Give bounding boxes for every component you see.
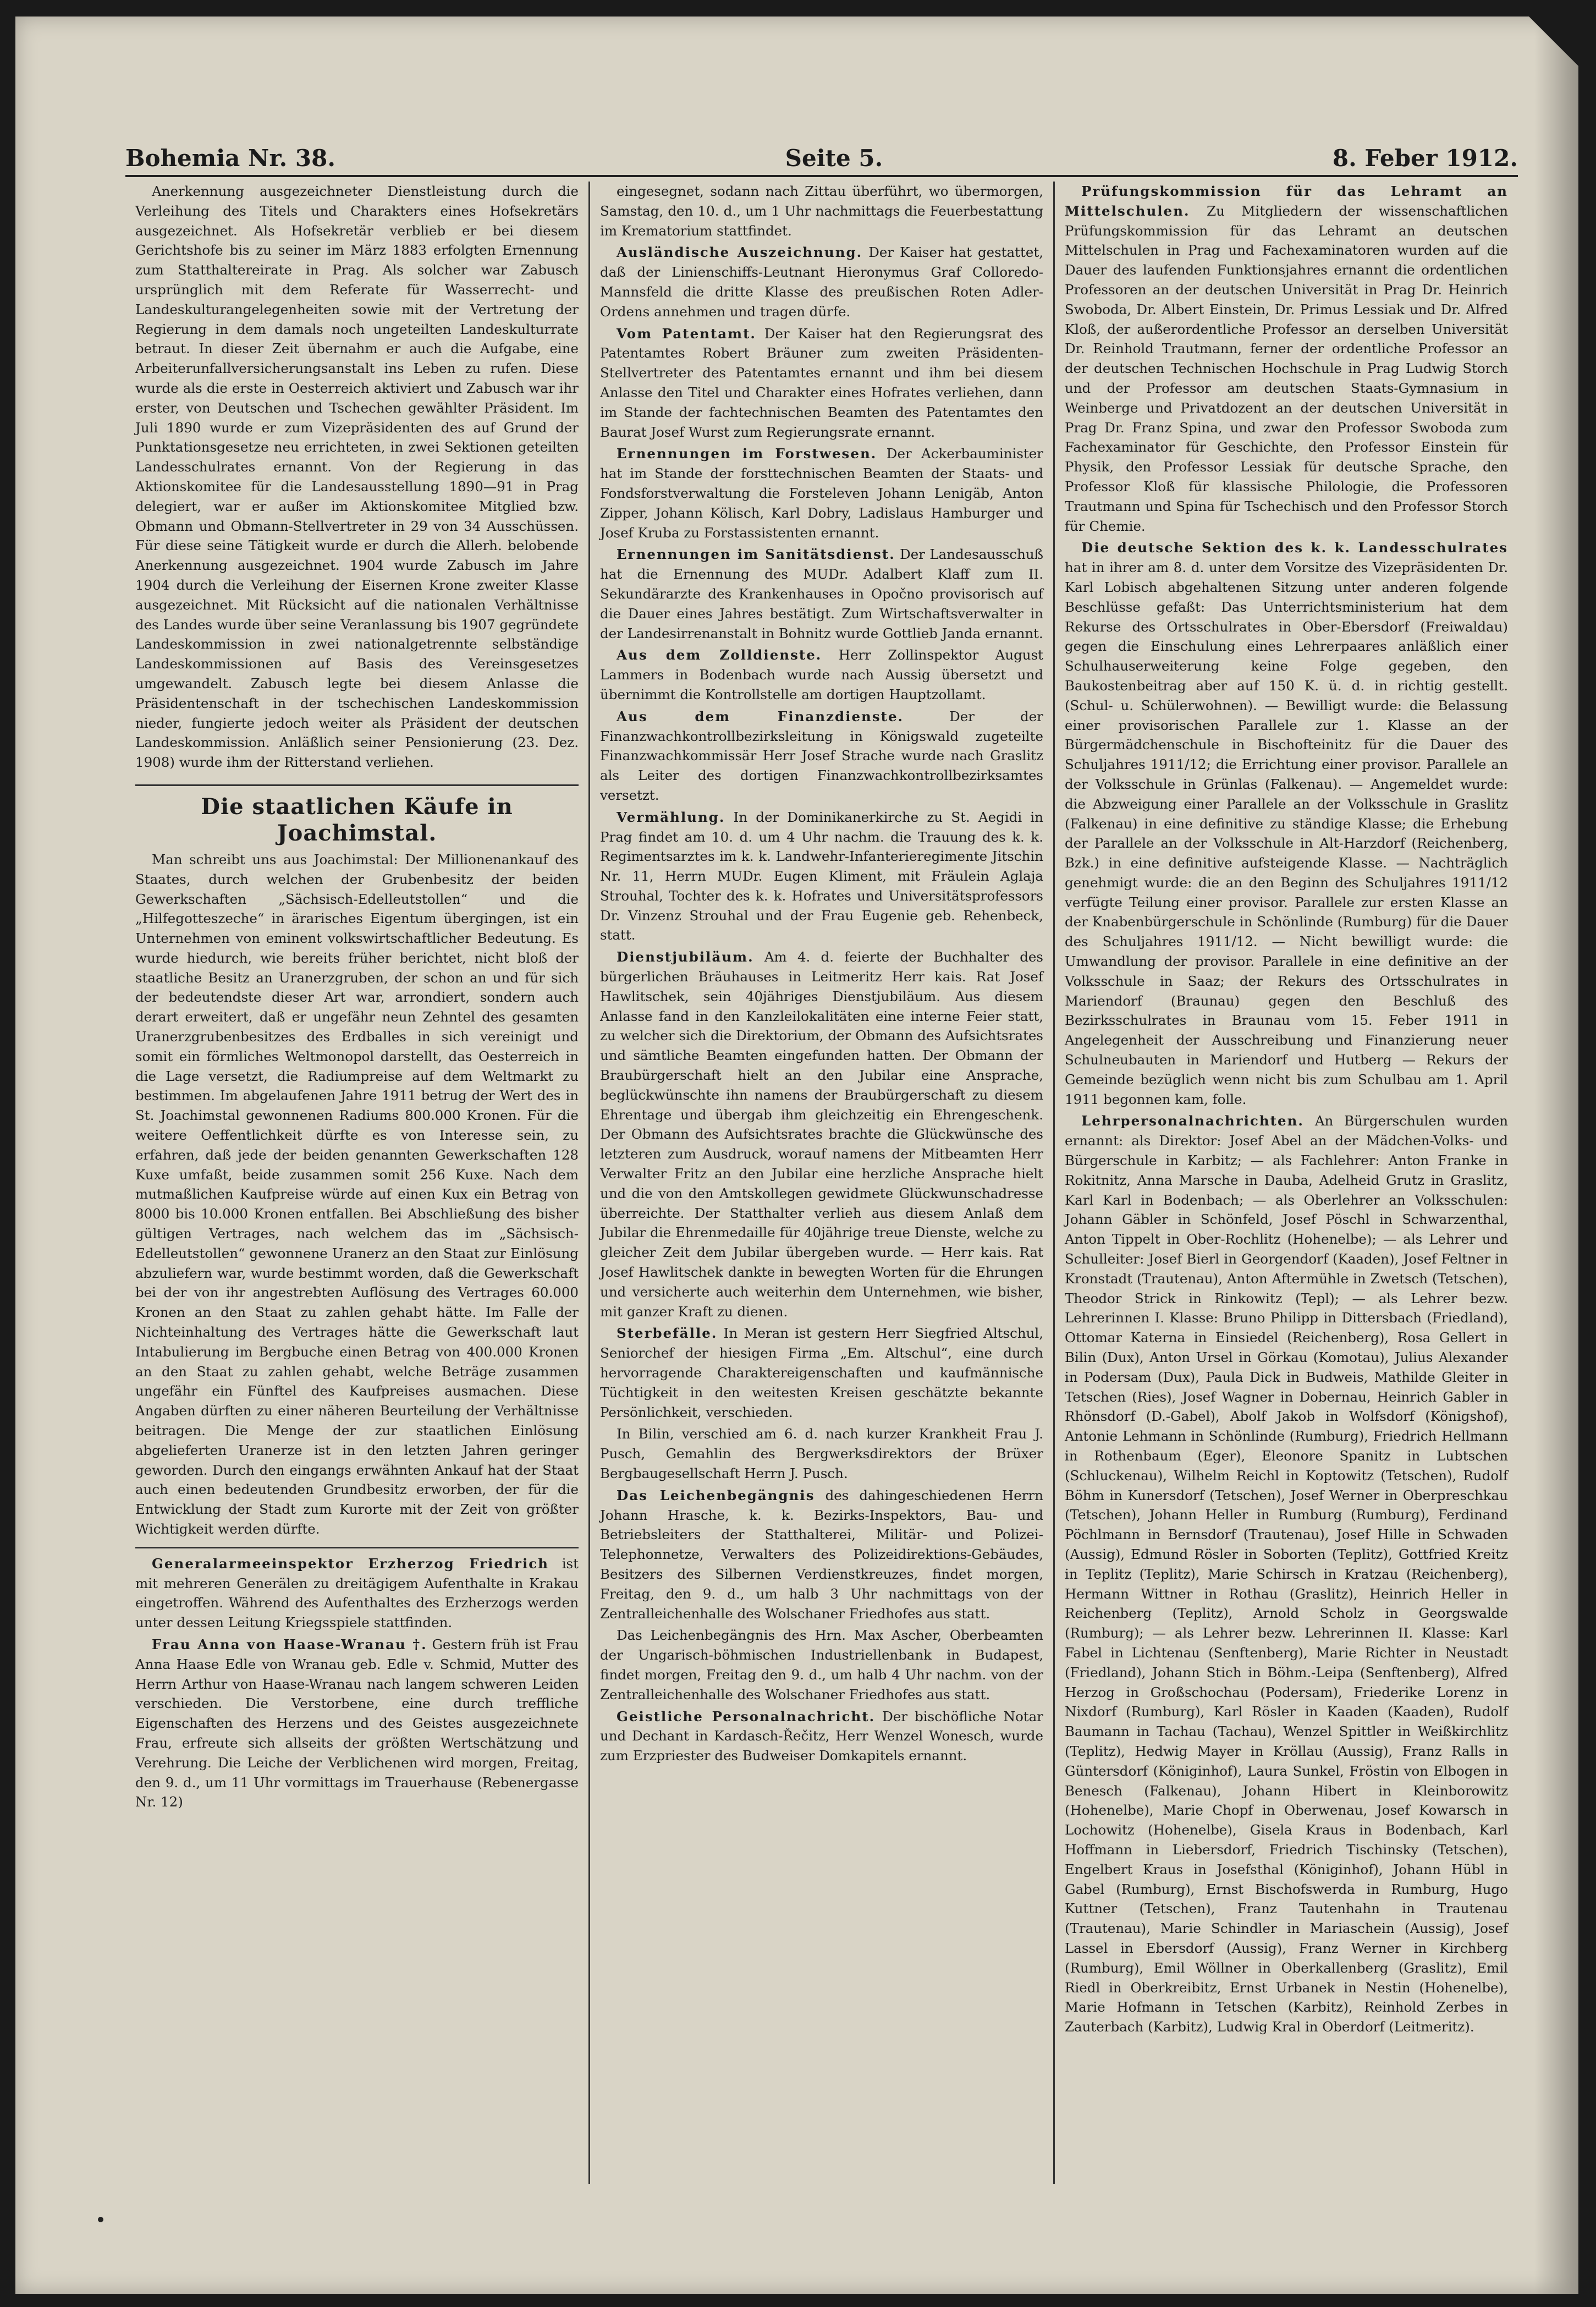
article-zolldienst-text: Herr Zollinspektor August Lammers in Bodenbach wurde nach Aussig übersetzt und übernimmt die Kontrollstelle am dortigen Hauptzollamt. bbox=[600, 647, 1044, 702]
headline-joachimstal: Die staatlichen Käufe in Joachimstal. bbox=[135, 784, 579, 847]
article-zabusch-continued: Anerkennung ausgezeichneter Dienstleistung durch die Verleihung des Titels und Charakters eines Hofsekretärs ausgezeichnet. Als Hofsekretär verblieb er bei diesem Gerichtshofe bis zu seiner im März 1883 erfolgten Ernennung zum Statthaltereirate in Prag. Als solcher war Zabusch ursprünglich mit dem Referate für Wasserrecht- und Landeskulturangelegenheiten sowie mit der Vertretung der Regierung in dem damals noch ungeteilten Landeskulturrate betraut. In dieser Zeit übernahm er auch die Aufgabe, eine Arbeiterunfallversicherungsanstalt ins Leben zu rufen. Diese wurde als die erste in Oesterreich aktiviert und Zabusch war ihr erster, von Deutschen und Tschechen gewählter Präsident. Im Juli 1890 wurde er zum Vizepräsidenten des auf Grund der Punktationsgesetze neu errichteten, in zwei Sektionen geteilten Landesschulrates ernannt. Von der Regierung in das Aktionskomitee für die Landesausstellung 1890—91 in Prag delegiert, war er außer im Aktionskomitee Mitglied bzw. Obmann und Obmann-Stellvertreter in 29 von 34 Ausschüssen. Für diese seine Tätigkeit wurde er durch die Allerh. belobende Anerkennung ausgezeichnet. 1904 wurde Zabusch im Jahre 1904 durch die Verleihung der Eisernen Krone zweiter Klasse ausgezeichnet. Mit Rücksicht auf die nationalen Verhältnisse des Landes wurde über seine Veranlassung bis 1907 gegründete Landeskommission in zwei nationalgetrennte selbständige Landeskommissionen auf Basis des Vereinsgesetzes umgewandelt. Zabusch legte bei diesem Anlasse die Präsidentenschaft in der tschechischen Landeskommission nieder, fungierte jedoch weiter als Präsident der deutschen Landeskommission. Anläßlich seiner Pensionierung (23. Dez. 1908) wurde ihm der Ritterstand verliehen. bbox=[135, 183, 579, 771]
article-zolldienst bbox=[600, 645, 1043, 704]
article-lehrpersonal bbox=[1065, 1111, 1508, 2036]
article-forstwesen-text: Der Ackerbauminister hat im Stande der forsttechnischen Beamten der Staats- und Fondsforstverwaltung die Forsteleven Johann Lenigäb, Anton Zipper, Johann Kölisch, Karl Dobry, Ladislaus Hamburger und Josef Kruba zu Forstassistenten ernannt. bbox=[600, 446, 1043, 541]
article-forstwesen bbox=[600, 444, 1043, 542]
article-ascher: Das Leichenbegängnis des Hrn. Max Ascher, Oberbeamten der Ungarisch-böhmischen Industriellenbank in Budapest, findet morgen, Freitag den 9. d., um halb 4 Uhr nachm. von der Zentralleichenhalle des Wolschaner Friedhofes aus statt. bbox=[600, 1627, 1043, 1702]
article-finanzdienst-text: Der der Finanzwachkontrollbezirksleitung in Königswald zugeteilte Finanzwachkommissär Herr Josef Strache wurde nach Graslitz als Leiter des dortigen Finanzwachkontrollbezirksamtes versetzt. bbox=[600, 708, 1043, 803]
article-landesschulrat bbox=[1065, 538, 1508, 1109]
article-landesschulrat-lead: Die deutsche Sektion des k. k. Landesschulrates bbox=[1081, 540, 1508, 556]
article-geistliche bbox=[600, 1707, 1043, 1766]
column-3 bbox=[1053, 182, 1518, 2184]
article-sterbefaelle bbox=[600, 1323, 1043, 1422]
article-finanzdienst-lead: Aus dem Finanzdienste. bbox=[617, 708, 904, 724]
article-erzherzog-lead: Generalarmeeinspektor Erzherzog Friedrich bbox=[152, 1555, 549, 1572]
text-columns bbox=[125, 182, 1518, 2184]
article-lehrpersonal-lead: Lehrpersonalnachrichten. bbox=[1081, 1113, 1304, 1129]
article-patentamt-text: Der Kaiser hat den Regierungsrat des Patentamtes Robert Bräuner zum zweiten Präsidenten-Stellvertreter des Patentamtes ernannt und ihm bei diesem Anlasse den Titel und Charakter eines Hofrates verliehen, dann im Stande der fachtechnischen Beamten des Patentamtes den Baurat Josef Wurst zum Regierungsrate ernannt. bbox=[600, 325, 1043, 440]
article-haase-text: Gestern früh ist Frau Anna Haase Edle von Wranau geb. Edle v. Schmid, Mutter des Herrn Arthur von Haase-Wranau nach langem schweren Leiden verschieden. Die Verstorbene, eine durch treffliche Eigenschaften des Herzens und des Geistes ausgezeichnete Frau, erfreute sich allseits der größten Wertschätzung und Verehrung. Die Leiche der Verblichenen wird morgen, Freitag, den 9. d., um 11 Uhr vormittags im Trauerhause (Rebenergasse Nr. 12) bbox=[135, 1636, 579, 1810]
article-leichenbegaengnis-text: des dahingeschiedenen Herrn Johann Hrasche, k. k. Bezirks-Inspektors, Bau- und Betriebsleiters der Statthalterei, Militär- und Polizei-Telephonnetze, Verwalters des Polizeidirektions-Gebäudes, Besitzers des Silbernen Verdienstkreuzes, findet morgen, Freitag, den 9. d., um halb 3 Uhr nachmittags von der Zentralleichenhalle des Wolschaner Friedhofes aus statt. bbox=[600, 1487, 1043, 1622]
article-leichenbegaengnis bbox=[600, 1486, 1043, 1624]
page-number: Seite 5. bbox=[785, 145, 883, 172]
article-forstwesen-lead: Ernennungen im Forstwesen. bbox=[617, 446, 877, 462]
article-zolldienst-lead: Aus dem Zolldienste. bbox=[617, 647, 822, 663]
article-pruefungskommission-lead: Prüfungskommission für das Lehramt an Mittelschulen. bbox=[1065, 183, 1508, 219]
article-sanitaet-lead: Ernennungen im Sanitätsdienst. bbox=[617, 546, 895, 563]
page-edge-shadow bbox=[1534, 17, 1578, 2294]
column-2 bbox=[588, 182, 1053, 2184]
article-haase-continued: eingesegnet, sodann nach Zittau überführt, wo übermorgen, Samstag, den 10. d., um 1 Uhr nachmittags die Feuerbestattung im Krematorium stattfindet. bbox=[600, 183, 1043, 239]
article-vermaehlung bbox=[600, 808, 1043, 946]
article-finanzdienst bbox=[600, 707, 1043, 805]
issue-date: 8. Feber 1912. bbox=[1332, 145, 1518, 172]
article-sterbefaelle-lead: Sterbefälle. bbox=[617, 1325, 718, 1342]
column-divider bbox=[135, 1547, 579, 1548]
article-lehrpersonal-text: An Bürgerschulen wurden ernannt: als Direktor: Josef Abel an der Mädchen-Volks- und Bürgerschule in Karbitz; — als Fachlehrer: Anton Franke in Rokitnitz, Anna Marsche in Dauba, Adelheid Grutz in Graslitz, Karl Karl in Bodenbach; — als Oberlehrer an Volksschulen: Johann Gäbler in Schönfeld, Josef Pöschl in Schwarzenthal, Anton Tippelt in Ober-Rochlitz (Hohenelbe); — als Lehrer und Schulleiter: Josef Bierl in Georgendorf (Kaaden), Josef Feltner in Kronstadt (Trautenau), Anton Aftermühle in Zwetsch (Tetschen), Theodor Strick in Rinkowitz (Tepl); — als Lehrer bezw. Lehrerinnen I. Klasse: Bruno Philipp in Dittersbach (Friedland), Ottomar Katerna in Einsiedel (Reichenberg), Rosa Gellert in Bilin (Dux), Anton Ursel in Görkau (Komotau), Julius Alexander in Podersam (Dux), Paula Dick in Budweis, Mathilde Gleiter in Tetschen (Ries), Josef Wagner in Dobernau, Heinrich Gabler in Rhönsdorf (D.-Gabel), Abolf Jakob in Wolfsdorf (Königshof), Antonie Lehmann in Schönlinde (Rumburg), Friedrich Hellmann in Rothenbaum (Eger), Eleonore Spanitz in Lubtschen (Schluckenau), Wilhelm Reichl in Koptowitz (Tetschen), Rudolf Böhm in Kunersdorf (Tetschen), Josef Werner in Oberpreschkau (Tetschen), Johann Heller in Rumburg (Rumburg), Ferdinand Pöchlmann in Bernsdorf (Trautenau), Josef Hille in Schwaden (Aussig), Edmund Rösler in Soborten (Teplitz), Gottfried Kreitz in Teplitz (Teplitz), Marie Schirsch in Kratzau (Reichenberg), Hermann Wittner in Rothau (Graslitz), Heinrich Heller in Reichenberg (Teplitz), Arnold Scholz in Georgswalde (Rumburg); — als Lehrer bezw. Lehrerinnen II. Klasse: Karl Fabel in Lichtenau (Senftenberg), Marie Richter in Neustadt (Friedland), Johann Stich in Böhm.-Leipa (Senftenberg), Alfred Herzog in Großschochau (Podersam), Friederike Lorenz in Nixdorf (Rumburg), Karl Rösler in Kaaden (Kaaden), Rudolf Baumann in Tachau (Tachau), Wenzel Spittler in Weißkirchlitz (Teplitz), Hedwig Mayer in Kröllau (Aussig), Franz Ralls in Güntersdorf (Königinhof), Laura Sunkel, Fröstin von Elbogen in Benesch (Falkenau), Johann Hibert in Kleinborowitz (Hohenelbe), Marie Chopf in Oberwenau, Josef Kowarsch in Lochowitz (Hohenelbe), Gisela Kraus in Bodenbach, Karl Hoffmann in Liebersdorf, Friedrich Tischinsky (Tetschen), Engelbert Kraus in Josefsthal (Königinhof), Johann Hübl in Gabel (Rumburg), Ernst Bischofswerda in Rumburg, Hugo Kuttner (Tetschen), Franz Tautenhahn in Trautenau (Trautenau), Marie Schindler in Mariaschein (Aussig), Josef Lassel in Ebersdorf (Aussig), Franz Werner in Kirchberg (Rumburg), Emil Wöllner in Oberkallenberg (Graslitz), Emil Riedl in Oberkreibitz, Ernst Urbanek in Nestin (Hohenelbe), Marie Hofmann in Tetschen (Karbitz), Reinhold Zerbes in Zauterbach (Karbitz), Ludwig Kral in Oberdorf (Leitmeritz). bbox=[1065, 1113, 1508, 2035]
folded-corner bbox=[1529, 17, 1578, 66]
article-haase-lead: Frau Anna von Haase-Wranau †. bbox=[152, 1636, 427, 1652]
article-patentamt-lead: Vom Patentamt. bbox=[617, 325, 756, 342]
article-vermaehlung-lead: Vermählung. bbox=[617, 809, 725, 825]
margin-ink-dot bbox=[98, 2217, 103, 2222]
article-auszeichnung-text: Der Kaiser hat gestattet, daß der Linienschiffs-Leutnant Hieronymus Graf Colloredo-Mannsfeld die dritte Klasse des preußischen Roten Adler-Ordens annehmen und tragen dürfe. bbox=[600, 244, 1043, 320]
page-header bbox=[125, 133, 1518, 177]
article-pruefungskommission bbox=[1065, 182, 1508, 536]
article-pruefungskommission-text: Zu Mitgliedern der wissenschaftlichen Prüfungskommission für das Lehramt an deutschen Mittelschulen in Prag und Fachexaminatoren wurden auf die Dauer des laufenden Funktionsjahres ernannt die ordentlichen Professoren an der deutschen Universität in Prag Dr. Heinrich Swoboda, Dr. Albert Einstein, Dr. Primus Lessiak und Dr. Alfred Kloß, der außerordentliche Professor an derselben Universität Dr. Reinhold Trautmann, ferner der ordentliche Professor an der deutschen Technischen Hochschule in Prag Ludwig Storch und der Professor am deutschen Staats-Gymnasium in Weinberge und Privatdozent an der deutschen Universität in Prag Dr. Franz Spina, und zwar den Professor Swoboda zum Fachexaminator für Geschichte, den Professor Einstein für Physik, den Professor Lessiak für deutsche Sprache, den Professor Kloß für klassische Philologie, die Professoren Trautmann und Spina für Tschechisch und den Professor Storch für Chemie. bbox=[1065, 202, 1508, 534]
column-1 bbox=[125, 182, 588, 2184]
article-leichenbegaengnis-lead: Das Leichenbegängnis bbox=[617, 1487, 815, 1503]
article-patentamt bbox=[600, 324, 1043, 442]
article-auszeichnung bbox=[600, 243, 1043, 321]
article-bilin: In Bilin, verschied am 6. d. nach kurzer Krankheit Frau J. Pusch, Gemahlin des Bergwerksdirektors der Brüxer Bergbaugesellschaft Herrn J. Pusch. bbox=[600, 1426, 1043, 1481]
article-haase bbox=[135, 1635, 579, 1812]
article-auszeichnung-lead: Ausländische Auszeichnung. bbox=[617, 244, 863, 261]
article-erzherzog bbox=[135, 1554, 579, 1633]
article-landesschulrat-text: hat in ihrer am 8. d. unter dem Vorsitze des Vizepräsidenten Dr. Karl Lobisch abgehaltenen Sitzung unter anderen folgende Beschlüsse gefaßt: Das Unterrichtsministerium hat dem Rekurse des Ortsschulrates in Ober-Ebersdorf (Freiwaldau) gegen die Einschulung eines Lehrerpaares anläßlich einer Schulhauserweiterung keine Folge gegeben, den Baukostenbeitrag aber auf 150 K. ü. d. in richtig gestellt. (Schul- u. Schülerwohnen). — Bewilligt wurde: die Belassung einer provisorischen Parallele zur 1. Klasse an der Bürgermädchenschule in Bischofteinitz für die Dauer des Schuljahres 1911/12; die Errichtung einer provisor. Parallele an der Volksschule in Grünlas (Falkenau). — Angemeldet wurde: die Abzweigung einer Parallele an der Volksschule in Graslitz (Falkenau) in eine definitive zu ständige Klasse; die Erhebung der Parallele an der Volksschule in Alt-Harzdorf (Reichenberg, Bzk.) in eine definitive aufsteigende Klasse. — Nachträglich genehmigt wurde: die an den Beginn des Schuljahres 1911/12 verfügte Teilung einer provisor. Parallele zur ersten Klasse an der Knabenbürgerschule in Schönlinde (Rumburg) für die Dauer des Schuljahres 1911/12. — Nicht bewilligt wurde: die Umwandlung der provisor. Parallele in eine definitive an der Volksschule in Saaz; der Rekurs des Ortsschulrates in Mariendorf (Braunau) gegen den Beschluß des Bezirksschulrates in Braunau vom 15. Feber 1911 in Angelegenheit der Ausschreibung und Finanzierung neuer Schulneubauten in Mariendorf und Hutberg — Rekurs der Gemeinde bezüglich wenn nicht bis zum Schulbau am 1. April 1911 begonnen kam, folle. bbox=[1065, 559, 1508, 1107]
article-geistliche-text: Der bischöfliche Notar und Dechant in Kardasch-Řečitz, Herr Wenzel Wonesch, wurde zum Erzpriester des Budweiser Domkapitels ernannt. bbox=[600, 1708, 1043, 1764]
article-dienstjubilaeum-lead: Dienstjubiläum. bbox=[617, 949, 754, 965]
newspaper-page bbox=[15, 17, 1578, 2294]
article-dienstjubilaeum bbox=[600, 947, 1043, 1321]
article-geistliche-lead: Geistliche Personalnachricht. bbox=[617, 1708, 876, 1724]
article-vermaehlung-text: In der Dominikanerkirche zu St. Aegidi in Prag findet am 10. d. um 4 Uhr nachm. die Trauung des k. k. Regimentsarztes im k. k. Landwehr-Infanterieregimente Jitschin Nr. 11, Herrn MUDr. Eugen Kliment, mit Fräulein Aglaja Strouhal, Tochter des k. k. Hofrates und Universitätsprofessors Dr. Vinzenz Strouhal und der Frau Eugenie geb. Rehenbeck, statt. bbox=[600, 809, 1043, 943]
article-joachimstal: Man schreibt uns aus Joachimstal: Der Millionenankauf des Staates, durch welchen der Grubenbesitz der beiden Gewerkschaften „Sächsisch-Edelleutstollen“ und die „Hilfegotteszeche“ in ärarisches Eigentum übergingen, ist ein Unternehmen von eminent volkswirtschaftlicher Bedeutung. Es wurde hiedurch, wie bereits früher berichtet, nicht bloß der staatliche Besitz an Uranerzgruben, der schon an und für sich der bedeutendste dieser Art war, arrondiert, sondern auch derart erweitert, daß er ungefähr neun Zehntel des gesamten Uranerzgrubenbesitzes des Erdballes in sich vereinigt und somit ein förmliches Weltmonopol darstellt, das Oesterreich in die Lage versetzt, die Radiumpreise auf dem Weltmarkt zu bestimmen. Im abgelaufenen Jahre 1911 betrug der Wert des in St. Joachimstal gewonnenen Radiums 800.000 Kronen. Für die weitere Oeffentlichkeit dürfte es von Interesse sein, zu erfahren, daß jede der beiden genannten Gewerkschaften 128 Kuxe umfaßt, beide zusammen somit 256 Kuxe. Nach dem mutmaßlichen Kaufpreise würde auf einen Kux ein Betrag von 8000 bis 10.000 Kronen entfallen. Bei Abschließung des bisher gültigen Vertrages, nach welchem das im „Sächsisch-Edelleutstollen“ gewonnene Uranerz an den Staat zur Einlösung abzuliefern war, wurde bestimmt worden, daß die Gewerkschaft bei der von ihr angestrebten Auflösung des Vertrages 60.000 Kronen an den Staat zu zahlen gehabt hätte. Im Falle der Nichteinhaltung des Vertrages hätte die Gewerkschaft laut Intabulierung im Bergbuche einen Betrag von 400.000 Kronen an den Staat zu zahlen gehabt, welche Beträge zusammen ungefähr ein Fünftel des Kaufpreises ausmachen. Diese Angaben dürften zu einer näheren Beurteilung der Verhältnisse beitragen. Die Menge der zur staatlichen Einlösung abgelieferten Uranerze ist in den letzten Jahren geringer geworden. Durch den eingangs erwähnten Ankauf hat der Staat auch einen bedeutenden Grundbesitz erworben, der für die Entwicklung der Stadt zum Kurorte mit der Zeit von größter Wichtigkeit werden dürfte. bbox=[135, 851, 579, 1537]
article-erzherzog-text: ist mit mehreren Generälen zu dreitägigem Aufenthalte in Krakau eingetroffen. Während des Aufenthaltes des Erzherzogs werden unter dessen Leitung Kriegsspiele stattfinden. bbox=[135, 1555, 579, 1631]
article-dienstjubilaeum-text: Am 4. d. feierte der Buchhalter des bürgerlichen Bräuhauses in Leitmeritz Herr kais. Rat Josef Hawlitschek, sein 40jähriges Dienstjubiläum. Aus diesem Anlasse fand in den Kanzleilokalitäten eine interne Feier statt, zu welcher sich die Direktorium, der Obmann des Aufsichtsrates und sämtliche Beamten eingefunden hatten. Der Obmann der Braubürgerschaft hielt an den Jubilar eine Ansprache, beglückwünschte ihn namens der Braubürgerschaft zu diesem Ehrentage und übergab ihm gleichzeitig ein Ehrengeschenk. Der Obmann des Aufsichtsrates brachte die Glückwünsche des letzteren zum Ausdruck, worauf namens der Mitbeamten Herr Verwalter Fritz an den Jubilar eine herzliche Ansprache hielt und die von den Amtskollegen gewidmete Glückwunschadresse überreichte. Der Statthalter verlieh aus diesem Anlaß dem Jubilar die Ehrenmedaille für 40jährige treue Dienste, welche zu gleicher Zeit dem Jubilar übergeben wurde. — Herr kais. Rat Josef Hawlitschek dankte in bewegten Worten für die Ehrungen und versicherte auch weiterhin dem Unternehmen, wie bisher, mit ganzer Kraft zu dienen. bbox=[600, 949, 1043, 1320]
article-sanitaet bbox=[600, 545, 1043, 643]
masthead-issue: Bohemia Nr. 38. bbox=[125, 145, 335, 172]
article-sanitaet-text: Der Landesausschuß hat die Ernennung des MUDr. Adalbert Klaff zum II. Sekundärarzte des Krankenhauses in Opočno provisorisch auf die Dauer eines Jahres bestätigt. Zum Wirtschaftsverwalter in der Landesirrenanstalt in Bohnitz wurde Gottlieb Janda ernannt. bbox=[600, 546, 1043, 641]
article-sterbefaelle-text: In Meran ist gestern Herr Siegfried Altschul, Seniorchef der hiesigen Firma „Em. Altschul“, eine durch hervorragende Charaktereigenschaften und kaufmännische Tüchtigkeit in den weitesten Kreisen geschätzte bekannte Persönlichkeit, verschieden. bbox=[600, 1325, 1043, 1420]
